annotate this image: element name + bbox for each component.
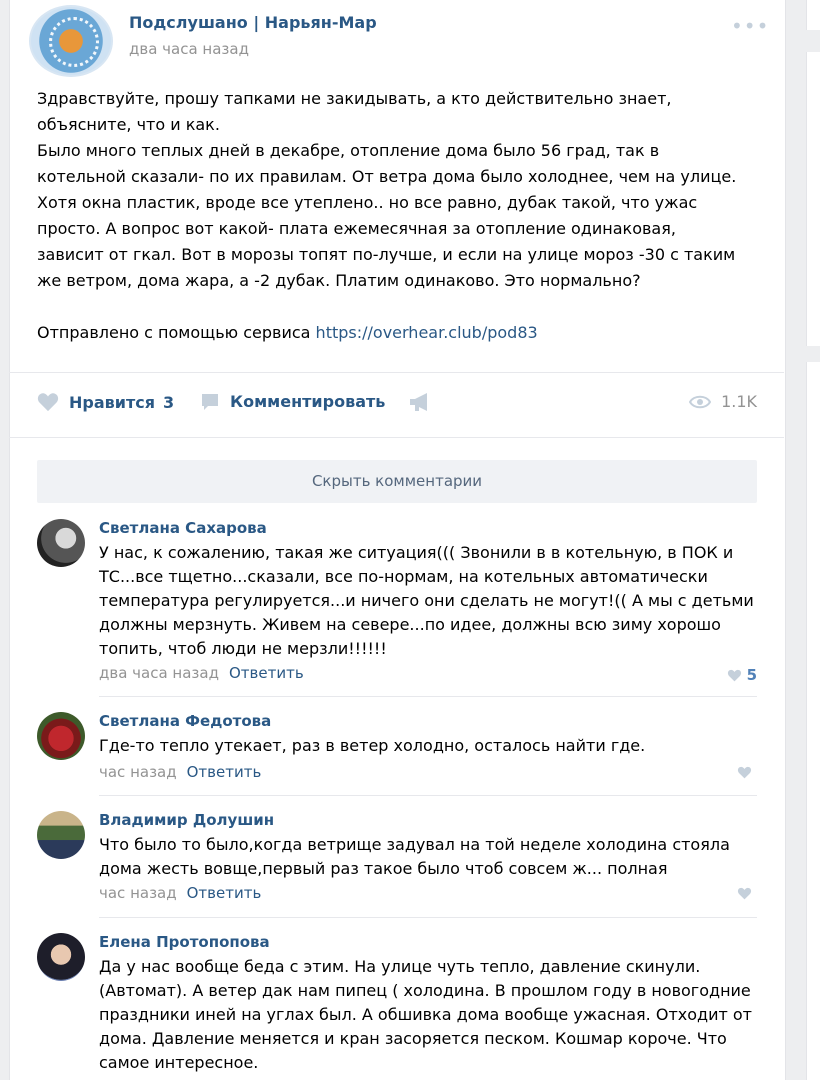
comment-divider	[99, 917, 757, 918]
comments-divider	[9, 437, 784, 438]
comment	[37, 712, 757, 792]
views-count: 1.1K	[721, 392, 757, 411]
post-text	[37, 86, 767, 346]
comment-time[interactable]: два часа назад	[99, 664, 219, 682]
comment	[37, 519, 757, 689]
post-footer-prefix: Отправлено с помощью сервиса	[37, 323, 311, 342]
comment-time[interactable]: час назад	[99, 763, 177, 781]
like-count: 3	[163, 392, 175, 412]
heart-icon	[737, 887, 752, 900]
right-column-top	[806, 0, 820, 30]
avatar[interactable]	[37, 811, 85, 859]
group-name-link[interactable]: Подслушано | Нарьян-Мар	[129, 13, 377, 32]
heart-icon	[37, 392, 59, 412]
reply-button[interactable]: Ответить	[186, 763, 262, 781]
views-counter	[689, 392, 757, 411]
post-line: зависит от гкал. Вот в морозы топят по-лучше, и если на улице мороз -30 с таким	[37, 245, 736, 264]
comment-line: ТС...все тщетно...сказали, все по-нормам, на котельных автоматически	[99, 567, 708, 586]
heart-icon	[737, 766, 752, 779]
megaphone-icon	[409, 392, 431, 412]
heart-icon	[727, 669, 742, 682]
comment-line: У нас, к сожалению, такая же ситуация((( Звонили в в котельную, в ПОК и	[99, 543, 734, 562]
comment	[37, 811, 757, 911]
comment	[37, 933, 757, 1080]
hide-comments-button[interactable]: Скрыть комментарии	[37, 460, 757, 503]
comment-line: топить, чтоб люди не мерзли!!!!!!	[99, 639, 387, 658]
post-line: Хотя окна пластик, вроде все утеплено.. но все равно, дубак такой, что ужас	[37, 193, 698, 212]
comment-line: Что было то было,когда ветрище задувал на той неделе холодина стояла	[99, 835, 730, 854]
comment-line: должны мерзнуть. Живем на севере...по идее, должны всю зиму хорошо	[99, 615, 721, 634]
reply-button[interactable]: Ответить	[186, 884, 262, 902]
comment-line: Да у нас вообще беда с этим. На улице чуть тепло, давление скинули.	[99, 957, 701, 976]
comment-like-button[interactable]	[737, 887, 757, 900]
more-options-icon[interactable]: •••	[731, 14, 770, 38]
right-column-bottom	[806, 362, 820, 1080]
post-line: Было много теплых дней в декабре, отопление дома было 56 град, так в	[37, 141, 660, 160]
comment-icon	[200, 393, 220, 411]
comment-label: Комментировать	[230, 392, 386, 411]
comment-text	[99, 734, 759, 758]
post-footer	[37, 320, 767, 346]
comment-divider	[99, 795, 757, 796]
post-line: котельной сказали- по их правилам. От ветра дома было холоднее, чем на улице.	[37, 167, 737, 186]
post-line: просто. А вопрос вот какой- плата ежемесячная за отопление одинаковая,	[37, 219, 676, 238]
share-button[interactable]	[409, 392, 441, 412]
post-line: объясните, что и как.	[37, 115, 220, 134]
right-column-middle	[806, 52, 820, 346]
actions-divider	[9, 372, 784, 373]
comment-line: температура регулируется...и ничего они сделать не могут!(( А мы с детьми	[99, 591, 754, 610]
eye-icon	[689, 395, 711, 409]
post-line: же ветром, дома жара, а -2 дубак. Платим одинаково. Это нормально?	[37, 271, 641, 290]
comment-author[interactable]: Светлана Сахарова	[99, 519, 267, 537]
service-link[interactable]: https://overhear.club/pod83	[315, 323, 538, 342]
comment-meta	[99, 763, 261, 781]
comment-like-button[interactable]	[737, 766, 757, 779]
comment-text	[99, 955, 759, 1075]
post-time[interactable]: два часа назад	[129, 40, 249, 58]
like-label: Нравится	[69, 392, 156, 412]
comment-time[interactable]: час назад	[99, 884, 177, 902]
comment-like-button[interactable]	[727, 666, 757, 684]
comment-author[interactable]: Елена Протопопова	[99, 933, 270, 951]
comment-text	[99, 833, 759, 881]
comment-line: дома. Давление меняется и кран засоряется песком. Кошмар короче. Что	[99, 1029, 727, 1048]
comment-text	[99, 541, 759, 661]
post-line: Здравствуйте, прошу тапками не закидывать, а кто действительно знает,	[37, 89, 672, 108]
comment-meta	[99, 664, 304, 682]
post-actions	[37, 388, 757, 416]
comment-divider	[99, 696, 757, 697]
comment-line: праздники иней на углах был. А обшивка дома вообще ужасная. Отходит от	[99, 1005, 752, 1024]
comment-author[interactable]: Светлана Федотова	[99, 712, 272, 730]
comment-meta	[99, 884, 261, 902]
like-button[interactable]	[37, 392, 174, 412]
group-avatar[interactable]	[29, 5, 113, 77]
comment-line: самое интересное.	[99, 1053, 259, 1072]
reply-button[interactable]: Ответить	[228, 664, 304, 682]
avatar[interactable]	[37, 519, 85, 567]
avatar[interactable]	[37, 933, 85, 981]
comment-line: дома жесть вовще,первый раз такое было чтоб совсем ж... полная	[99, 859, 668, 878]
comment-line: Где-то тепло утекает, раз в ветер холодно, осталось найти где.	[99, 736, 646, 755]
comment-like-count: 5	[746, 666, 757, 684]
comment-button[interactable]	[200, 392, 385, 411]
comment-line: (Автомат). А ветер дак нам пипец ( холодина. В прошлом году в новогодние	[99, 981, 751, 1000]
avatar[interactable]	[37, 712, 85, 760]
comment-author[interactable]: Владимир Долушин	[99, 811, 275, 829]
